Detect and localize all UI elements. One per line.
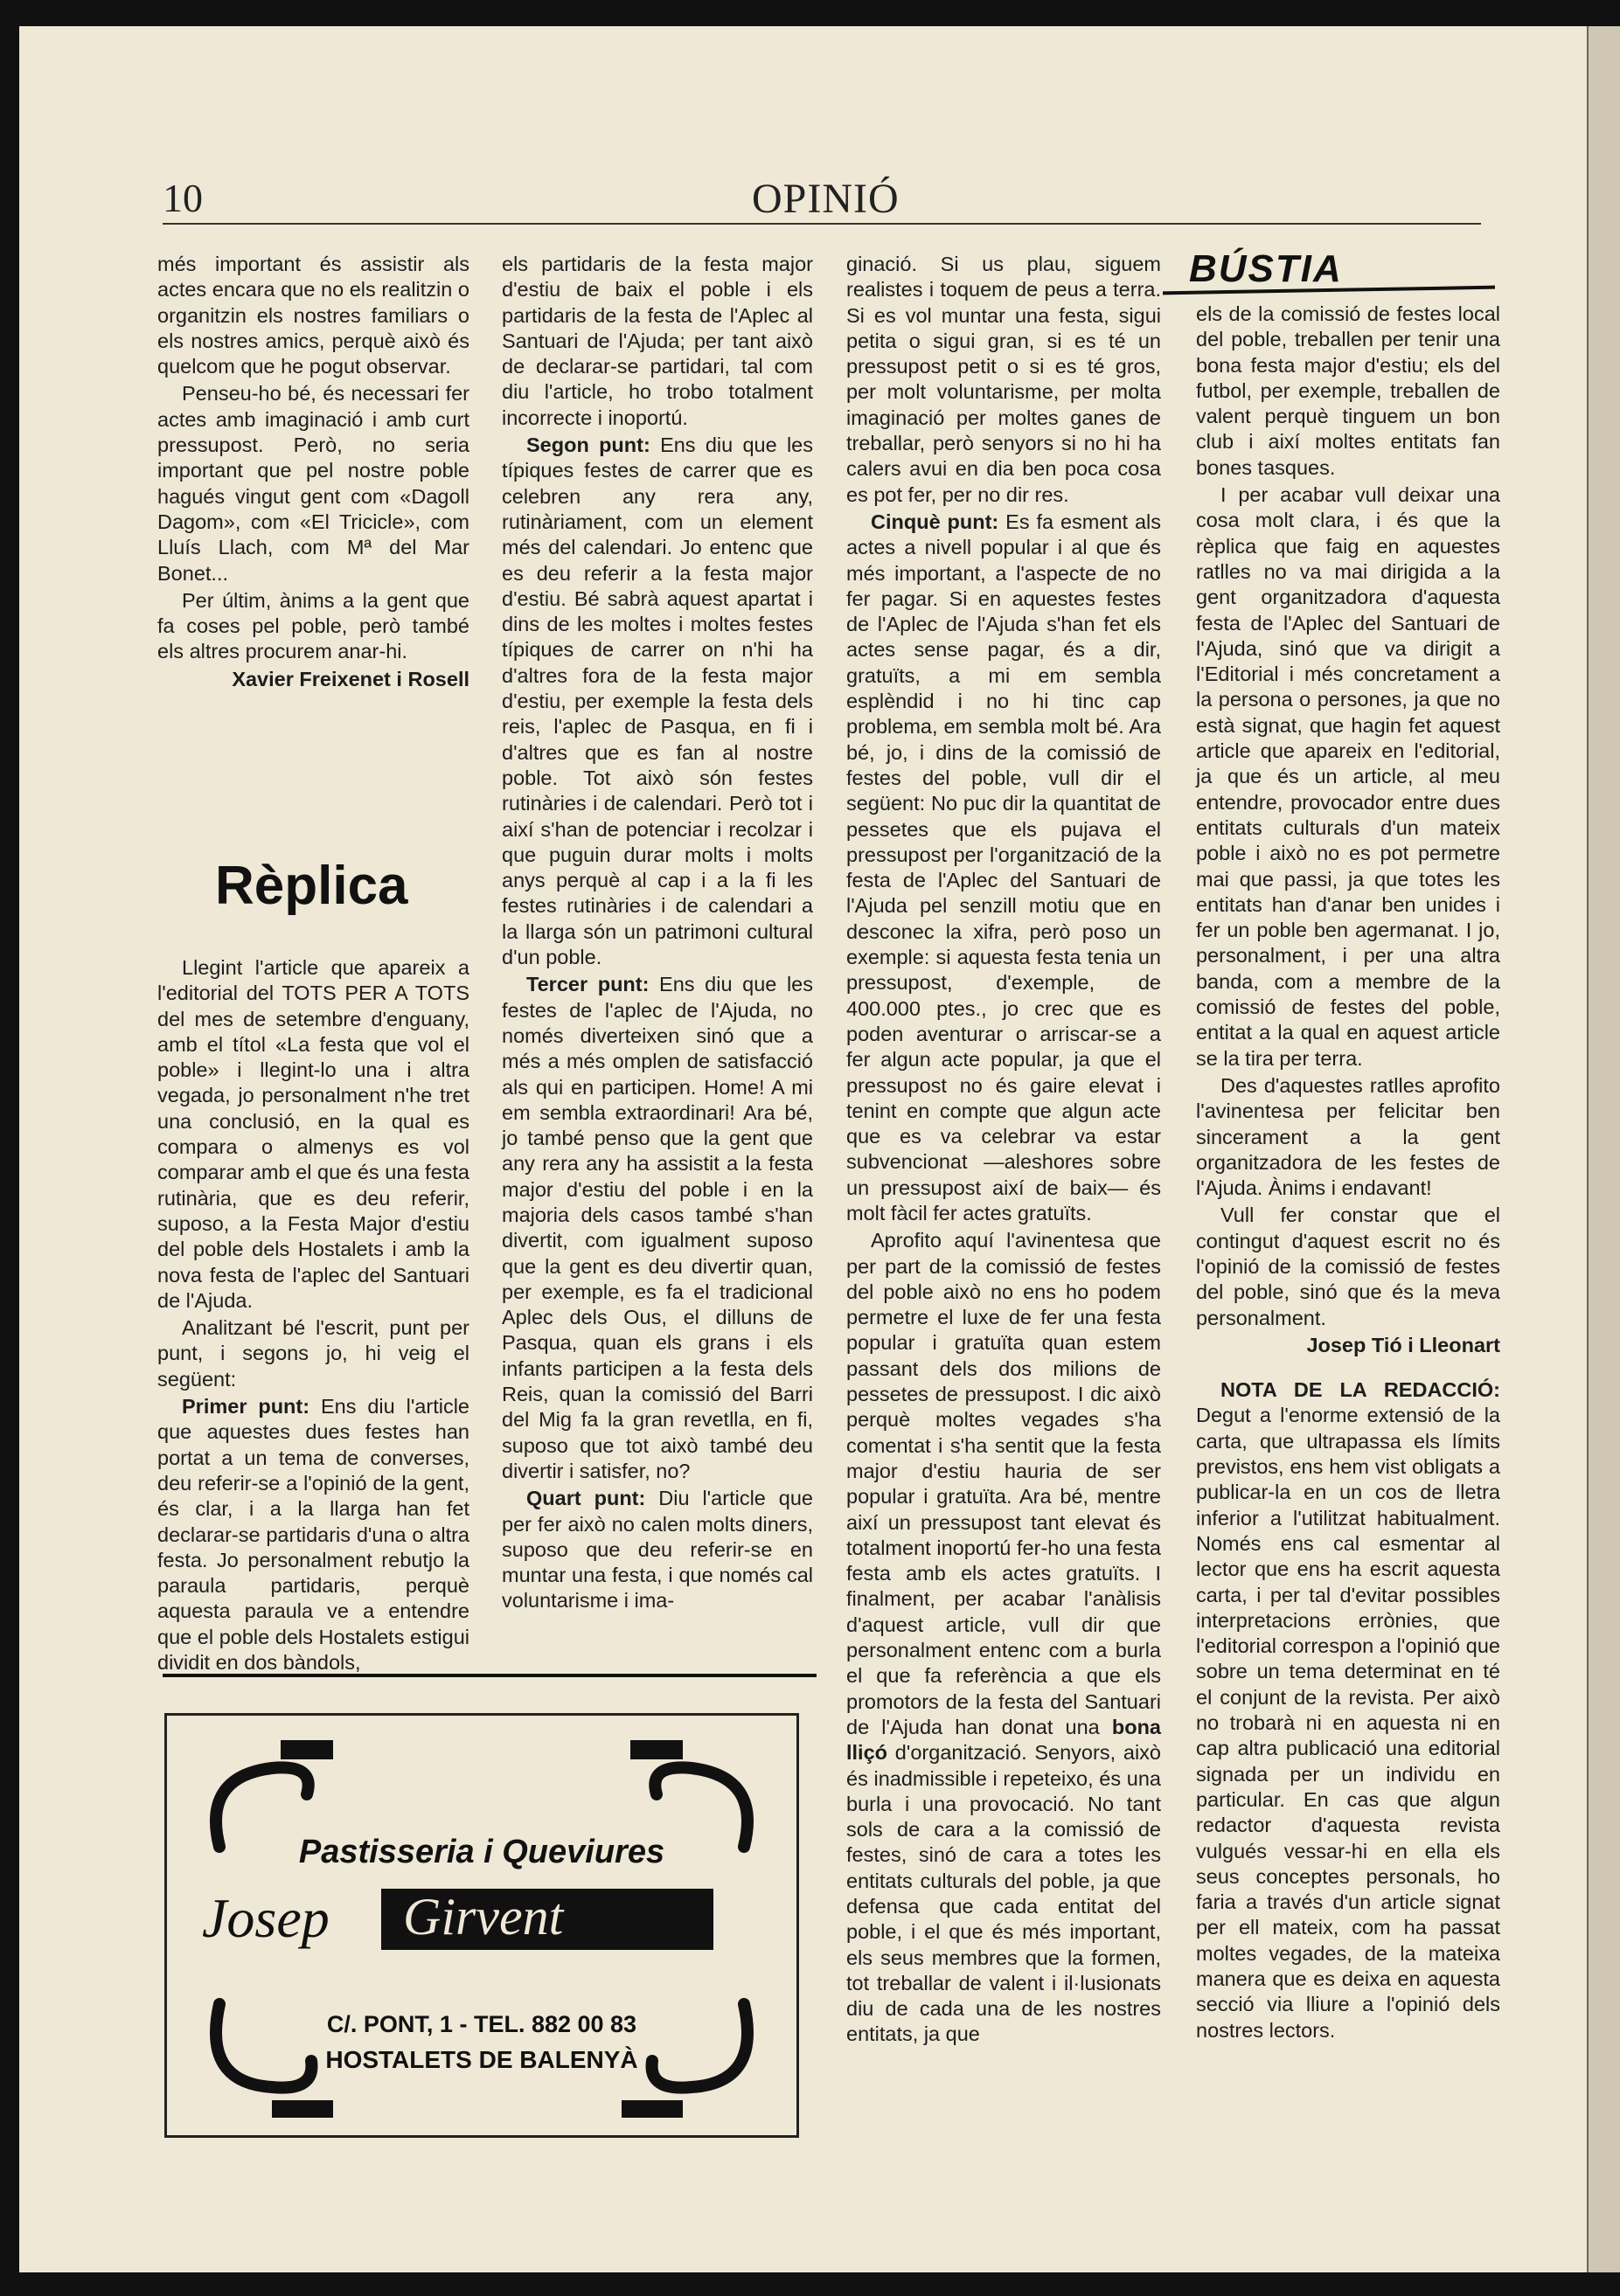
- paragraph: ginació. Si us plau, siguem realistes i toquem de peus a terra. Si es vol muntar una festa, sigui petita o sigui gran, si es té un pressupost petit o si es té gros, per molt voluntarisme, per molta imaginació per moltes ganes de treballar, però senyors si no hi ha calers avui en dia ben poca cosa es pot fer, per no dir res.: [846, 253, 1161, 506]
- editorial-note: NOTA DE LA REDACCIÓ: Degut a l'enorme extensió de la carta, que ultrapassa els límits previstos, ens hem vist obligats a publicar-la en un cos de lletra inferior a l'utilitzat habitualment. Només ens cal esmentar al lector que ens ha escrit aquesta carta, i per tal d'evitar possibles interpretacions errònies, que l'editorial correspon a l'opinió que sobre un tema determinat en té el conjunt de la revista. Per això no trobarà ni en aquesta ni en cap altra publicació una editorial signada per un individu en particular. En cas que algun redactor d'aquesta revista vulgués vessar-hi en ella els seus conceptes personals, ho faria a través d'un article signat per ell mateix, com ha passat moltes vegades, de la mateixa manera que es deixa en aquesta secció via lliure a l'opinió dels nostres lectors.: [1196, 1378, 1500, 2042]
- advert-divider: [163, 1674, 817, 1677]
- note-label: NOTA DE LA REDACCIÓ:: [1220, 1378, 1500, 1402]
- page-spine: [1587, 26, 1620, 2272]
- paragraph: Penseu-ho bé, és necessari fer actes amb imaginació i amb curt pressupost. Però, no seria important que pel nostre poble hagués vingut gent com «Dagoll Dagom», com «El Tricicle», com Lluís Llach, com Mª del Mar Bonet...: [157, 382, 469, 585]
- paragraph: més important és assistir als actes encara que no els realitzin o organitzin els nostres familiars o els nostres amics, perquè això és quelcom que he pogut observar.: [157, 253, 469, 378]
- paragraph: Primer punt: Ens diu l'article que aquestes dues festes han portat a un tema de converses, deu referir-se a l'opinió de la gent, és clar, i a la llarga han fet declarar-se partidaris d'una o altra festa. Jo personalment rebutjo la paraula partidaris, perquè aquesta paraula ve a entendre que el poble dels Hostalets estigui dividit en dos bàndols,: [157, 1395, 469, 1675]
- author-signature: Xavier Freixenet i Rosell: [232, 667, 469, 690]
- column-1-replica: [157, 955, 469, 1677]
- advert-tagline: Pastisseria i Queviures: [298, 1834, 665, 1870]
- advert-name-first: Josep: [202, 1887, 330, 1949]
- column-3: [846, 252, 1161, 2050]
- column-4: [1196, 302, 1500, 2045]
- column-2: [502, 252, 813, 1616]
- paragraph: Cinquè punt: Es fa esment als actes a nivell popular i al que és més important, a l'aspecte de no fer pagar. Si en aquestes festes de l'Aplec de l'Ajuda s'han fet els actes sense pagar, és a dir, gratuïts, a mi em sembla esplèndid i no hi tinc cap problema, em sembla molt bé. Ara bé, jo, i dins de la comissió de festes del poble, vull dir el següent: No puc dir la quantitat de pessetes que els pujava el pressupost per l'organització de la festa de l'Aplec del Santuari de l'Ajuda pel senzill motiu que en desconec la xifra, però poso un exemple: si aquesta festa tenia un pressupost, d'exemple, de 400.000 ptes., jo crec que es poden aventurar o arriscar-se a fer algun acte popular, ja que el pressupost no és gaire elevat i tenint en compte que algun acte que es va celebrar va estar subvencionat —aleshores sobre un pressupost així de baix— és molt fàcil fer actes gratuïts.: [846, 510, 1161, 1224]
- author-signature: Josep Tió i Lleonart: [1306, 1333, 1500, 1356]
- paragraph: Llegint l'article que apareix a l'editorial del TOTS PER A TOTS del mes de setembre d'enguany, amb el títol «La festa que vol el poble» i llegint-lo una i altra vegada, jo personalment n'he tret una conclusió, en la qual es compara o almenys es vol comparar amb el que és una festa rutinària, que es deu referir, suposo, a la Festa Major d'estiu del poble dels Hostalets i amb la nova festa de l'aplec del Santuari de l'Ajuda.: [157, 956, 469, 1312]
- advert-address: C/. PONT, 1 - TEL. 882 00 83: [326, 2011, 637, 2037]
- paragraph: Vull fer constar que el contingut d'aquest escrit no és l'opinió de la comissió de festes del poble, sinó que és la meva personalment.: [1196, 1203, 1500, 1329]
- paragraph: Des d'aquestes ratlles aprofito l'avinentesa per felicitar ben sincerament a la gent organitzadora de les festes de l'Ajuda. Ànims i endavant!: [1196, 1073, 1500, 1200]
- article-heading: Rèplica: [215, 856, 408, 916]
- paragraph: Per últim, ànims a la gent que fa coses pel poble, però també els altres procurem anar-hi.: [157, 588, 469, 663]
- advert-name-last: Girvent: [403, 1888, 564, 1946]
- pastry-shop-advert: [164, 1713, 799, 2138]
- paragraph: els de la comissió de festes local del poble, treballen per tenir una bona festa major d'estiu; els del futbol, per exemple, treballen de valent perquè tinguem un bon club i així moltes entitats fan bones tasques.: [1196, 302, 1500, 479]
- paragraph: Segon punt: Ens diu que les típiques festes de carrer que es celebren any rera any, rutinàriament, com un element més del calendari. Jo entenc que es deu referir a la festa major d'estiu. Bé sabrà aquest apartat i dins de les moltes i moltes festes típiques de carrer on n'hi ha d'altres fora de la festa major d'estiu, per exemple la festa dels reis, l'aplec de Pasqua, en fi i d'altres que es fan al nostre poble. Tot això són festes rutinàries i de calendari. Però tot i així s'han de potenciar i recolzar i que puguin durar molts i molts anys perquè al cap i a la fi les festes rutinàries i de calendari a la llarga són un patrimoni cultural d'un poble.: [502, 434, 813, 969]
- advert-town: HOSTALETS DE BALENYÀ: [325, 2046, 638, 2073]
- point-label: Cinquè punt:: [871, 510, 999, 533]
- header-divider: [163, 223, 1481, 225]
- paragraph: Analitzant bé l'escrit, punt per punt, i segons jo, hi veig el següent:: [157, 1316, 469, 1391]
- point-label: Primer punt:: [182, 1395, 310, 1419]
- paragraph: Tercer punt: Ens diu que les festes de l'aplec de l'Ajuda, no només diverteixen sinó que a més a més omplen de satisfacció als qui en participen. Home! A mi em sembla extraordinari! Ara bé, jo també penso que la gent que any rera any ha assistit a la festa major d'estiu del poble i en la majoria dels casos també s'han divertit, com igualment suposo que la gent es deu divertir quan, per exemple, es fa el tradicional Aplec dels Ous, el dilluns de Pasqua, quan els grans i els infants participen a la festa dels Reis, quan la comissió del Barri del Mig fa la gran revetlla, en fi, suposo que tot això també deu divertir i satisfer, no?: [502, 973, 813, 1482]
- paragraph: Aprofito aquí l'avinentesa que per part de la comissió de festes del poble això no ens ho podem permetre el luxe de fer una festa popular i gratuïta quan estem passant dels dos milions de pessetes de pressupost. I dic això perquè moltes vegades s'ha comentat i s'ha sentit que la festa major d'estiu hauria de ser popular i gratuïta. Ara bé, mentre així un pressupost tant elevat és totalment inoportú fer-ho una festa festa amb els actes gratuïts. I finalment, per acabar l'anàlisis d'aquest article, vull dir que personalment entenc com a burla el que fa referència a que els promotors de la festa del Santuari de l'Ajuda han donat una bona lliçó d'organització. Senyors, això és inadmissible i repeteixo, és una burla i una provocació. No tant sols de cara a la comissió de festes, sinó de cara a totes les entitats culturals del poble, ja que defensa que cada entitat del poble, i el que és més important, els seus membres que la formen, tot treballar de valent i il·lusionats diu de cada una de les nostres entitats, ja que: [846, 1229, 1161, 2046]
- point-label: Quart punt:: [526, 1487, 646, 1510]
- paragraph: I per acabar vull deixar una cosa molt clara, i és que la rèplica que faig en aquestes ratlles no va mai dirigida a la gent organitzadora d'aquesta festa de l'Aplec del Santuari de l'Ajuda, sinó que va dirigit a l'Editorial i més concretament a la persona o persones, ja que no està signat, que hagin fet aquest article que apareix en l'editorial, ja que és un article, al meu entendre, provocador entre dues entitats culturals d'un mateix poble i això no es pot permetre mai que passi, ja que totes les entitats han d'anar ben unides i fer un poble ben agermanat. I jo, personalment, i per una altra banda, com a membre de la comissió de festes del poble, entitat a la qual en aquest article se la tira per terra.: [1196, 483, 1500, 1070]
- point-label: Tercer punt:: [526, 973, 650, 996]
- mailbox-section-title: BÚSTIA: [1189, 247, 1343, 290]
- point-label: Segon punt:: [526, 434, 650, 457]
- column-1: [157, 252, 469, 692]
- section-title: OPINIÓ: [752, 176, 900, 222]
- page-number: 10: [163, 176, 203, 220]
- paragraph: Quart punt: Diu l'article que per fer això no calen molts diners, suposo que deu referir-se en muntar una festa, i que només cal voluntarisme i ima-: [502, 1487, 813, 1613]
- paragraph: els partidaris de la festa major d'estiu de baix el poble i els partidaris de la festa de l'Aplec al Santuari de l'Ajuda; per tant això de declarar-se partidari, tal com diu l'article, ho trobo totalment incorrecte i inoportú.: [502, 253, 813, 429]
